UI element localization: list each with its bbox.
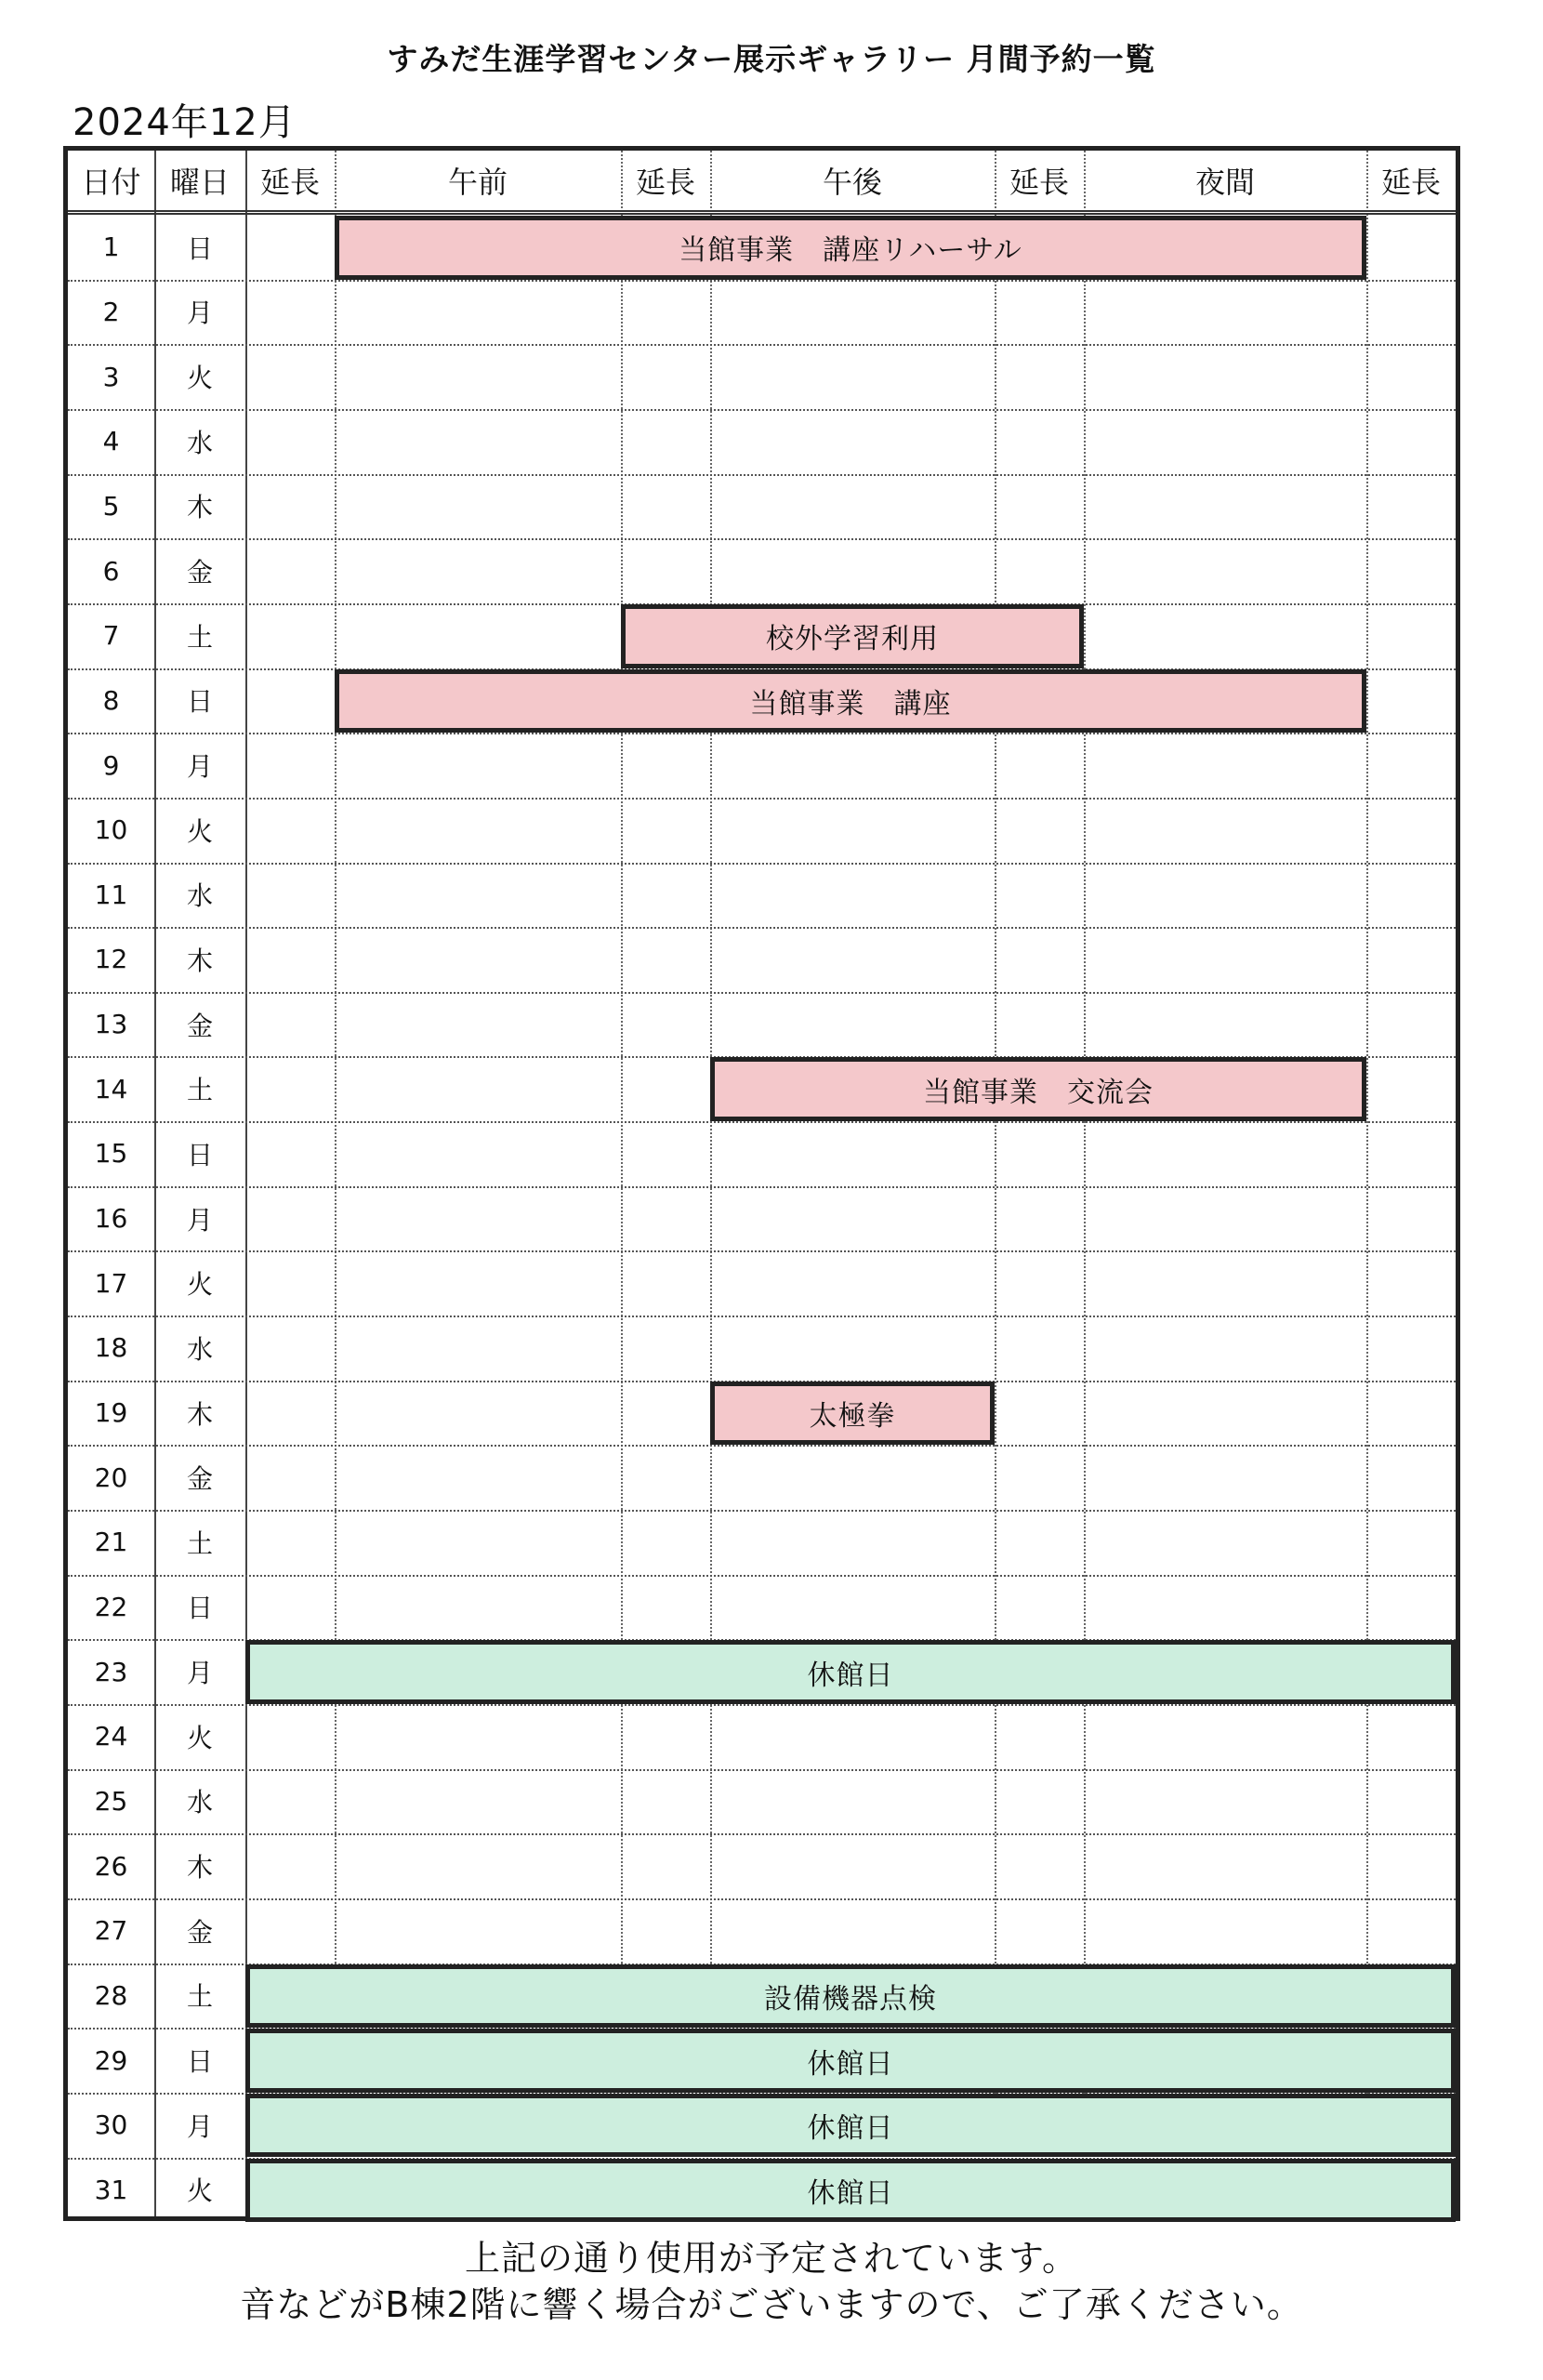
date-cell: 9 [102,749,120,781]
weekday-cell: 土 [186,1527,213,1559]
weekday-cell: 木 [186,945,213,976]
date-cell: 22 [94,1591,128,1622]
header-ext2: 延長 [635,165,695,200]
date-cell: 6 [102,555,120,587]
date-cell: 4 [102,426,120,457]
reservation-block: 校外学習利用 [621,604,1084,668]
reservation-block: 休館日 [245,1640,1456,1704]
date-cell: 28 [94,1979,128,2011]
date-cell: 5 [102,490,120,522]
weekday-cell: 土 [186,1075,213,1106]
reservation-block: 休館日 [245,2159,1456,2223]
weekday-cell: 火 [186,815,213,847]
column-divider [710,151,712,2216]
date-cell: 20 [94,1461,128,1493]
header-separator [68,210,1456,215]
row-divider [68,409,1456,411]
row-divider [68,474,1456,476]
header-ext4: 延長 [1380,165,1441,200]
header-date: 日付 [81,165,141,200]
weekday-cell: 日 [186,1593,213,1624]
weekday-cell: 月 [186,1658,213,1689]
date-cell: 23 [94,1656,128,1687]
row-divider [68,1186,1456,1188]
weekday-cell: 金 [186,1916,213,1948]
date-cell: 19 [94,1397,128,1428]
reservation-block: 太極拳 [710,1382,995,1446]
row-divider [68,1575,1456,1577]
header-ext3: 延長 [1009,165,1069,200]
weekday-cell: 水 [186,427,213,458]
row-divider [68,1316,1456,1317]
weekday-cell: 日 [186,686,213,718]
date-cell: 29 [94,2044,128,2076]
weekday-cell: 月 [186,751,213,782]
header-morning: 午前 [447,165,508,200]
weekday-cell: 水 [186,1787,213,1818]
date-cell: 21 [94,1527,128,1558]
date-cell: 14 [94,1073,128,1104]
reservation-block: 休館日 [245,2094,1456,2158]
row-divider [68,927,1456,929]
weekday-cell: 土 [186,1981,213,2013]
date-cell: 25 [94,1785,128,1817]
reservation-block: 当館事業 講座リハーサル [335,216,1366,280]
weekday-cell: 木 [186,1852,213,1884]
note-line-1: 上記の通り使用が予定されています。 [465,2238,1078,2279]
header-afternoon: 午後 [822,165,882,200]
row-divider [68,1898,1456,1900]
date-cell: 24 [94,1721,128,1752]
date-cell: 1 [102,231,120,263]
schedule-table [63,146,1460,2221]
weekday-cell: 月 [186,1204,213,1236]
row-divider [68,1445,1456,1447]
date-cell: 26 [94,1850,128,1882]
weekday-cell: 日 [186,2046,213,2077]
row-divider [68,344,1456,346]
row-divider [68,1833,1456,1835]
row-divider [68,280,1456,282]
weekday-cell: 月 [186,2110,213,2142]
weekday-cell: 月 [186,298,213,329]
column-divider [1366,151,1368,2216]
row-divider [68,538,1456,540]
page-title: すみだ生涯学習センター展示ギャラリー 月間予約一覧 [387,41,1156,77]
weekday-cell: 金 [186,557,213,588]
row-divider [68,992,1456,994]
weekday-cell: 日 [186,232,213,264]
weekday-cell: 火 [186,1269,213,1301]
reservation-block: 当館事業 講座 [335,669,1366,734]
note-line-2: 音などがB棟2階に響く場合がございますので、ご了承ください。 [240,2284,1303,2325]
column-divider [995,151,996,2216]
weekday-cell: 水 [186,880,213,912]
weekday-cell: 火 [186,2175,213,2207]
column-divider [1084,151,1086,2216]
row-divider [68,1250,1456,1252]
weekday-cell: 木 [186,1398,213,1430]
date-cell: 7 [102,620,120,652]
row-divider [68,1510,1456,1512]
date-cell: 11 [94,879,128,910]
date-cell: 2 [102,296,120,327]
column-divider [621,151,623,2216]
date-cell: 10 [94,814,128,846]
date-cell: 12 [94,944,128,975]
weekday-cell: 金 [186,1463,213,1495]
weekday-cell: 木 [186,492,213,523]
weekday-cell: 火 [186,1722,213,1753]
date-cell: 13 [94,1009,128,1040]
weekday-cell: 土 [186,621,213,653]
row-divider [68,1704,1456,1706]
date-cell: 8 [102,684,120,716]
row-divider [68,798,1456,800]
header-weekday: 曜日 [169,165,230,200]
column-divider [245,151,247,2216]
reservation-block: 当館事業 交流会 [710,1057,1366,1121]
weekday-cell: 金 [186,1010,213,1041]
date-cell: 18 [94,1332,128,1364]
weekday-cell: 水 [186,1333,213,1365]
reservation-block: 休館日 [245,2029,1456,2093]
row-divider [68,1121,1456,1123]
date-cell: 27 [94,1915,128,1947]
row-divider [68,1769,1456,1771]
date-cell: 30 [94,2109,128,2141]
row-divider [68,733,1456,734]
column-divider [335,151,336,2216]
date-cell: 16 [94,1203,128,1235]
date-cell: 3 [102,361,120,392]
header-night: 夜間 [1194,165,1255,200]
date-cell: 31 [94,2174,128,2205]
weekday-cell: 火 [186,363,213,394]
header-ext1: 延長 [259,165,320,200]
month-label: 2024年12月 [73,101,297,144]
row-divider [68,863,1456,865]
date-cell: 15 [94,1138,128,1170]
date-cell: 17 [94,1267,128,1299]
weekday-cell: 日 [186,1139,213,1170]
reservation-block: 設備機器点検 [245,1964,1456,2029]
